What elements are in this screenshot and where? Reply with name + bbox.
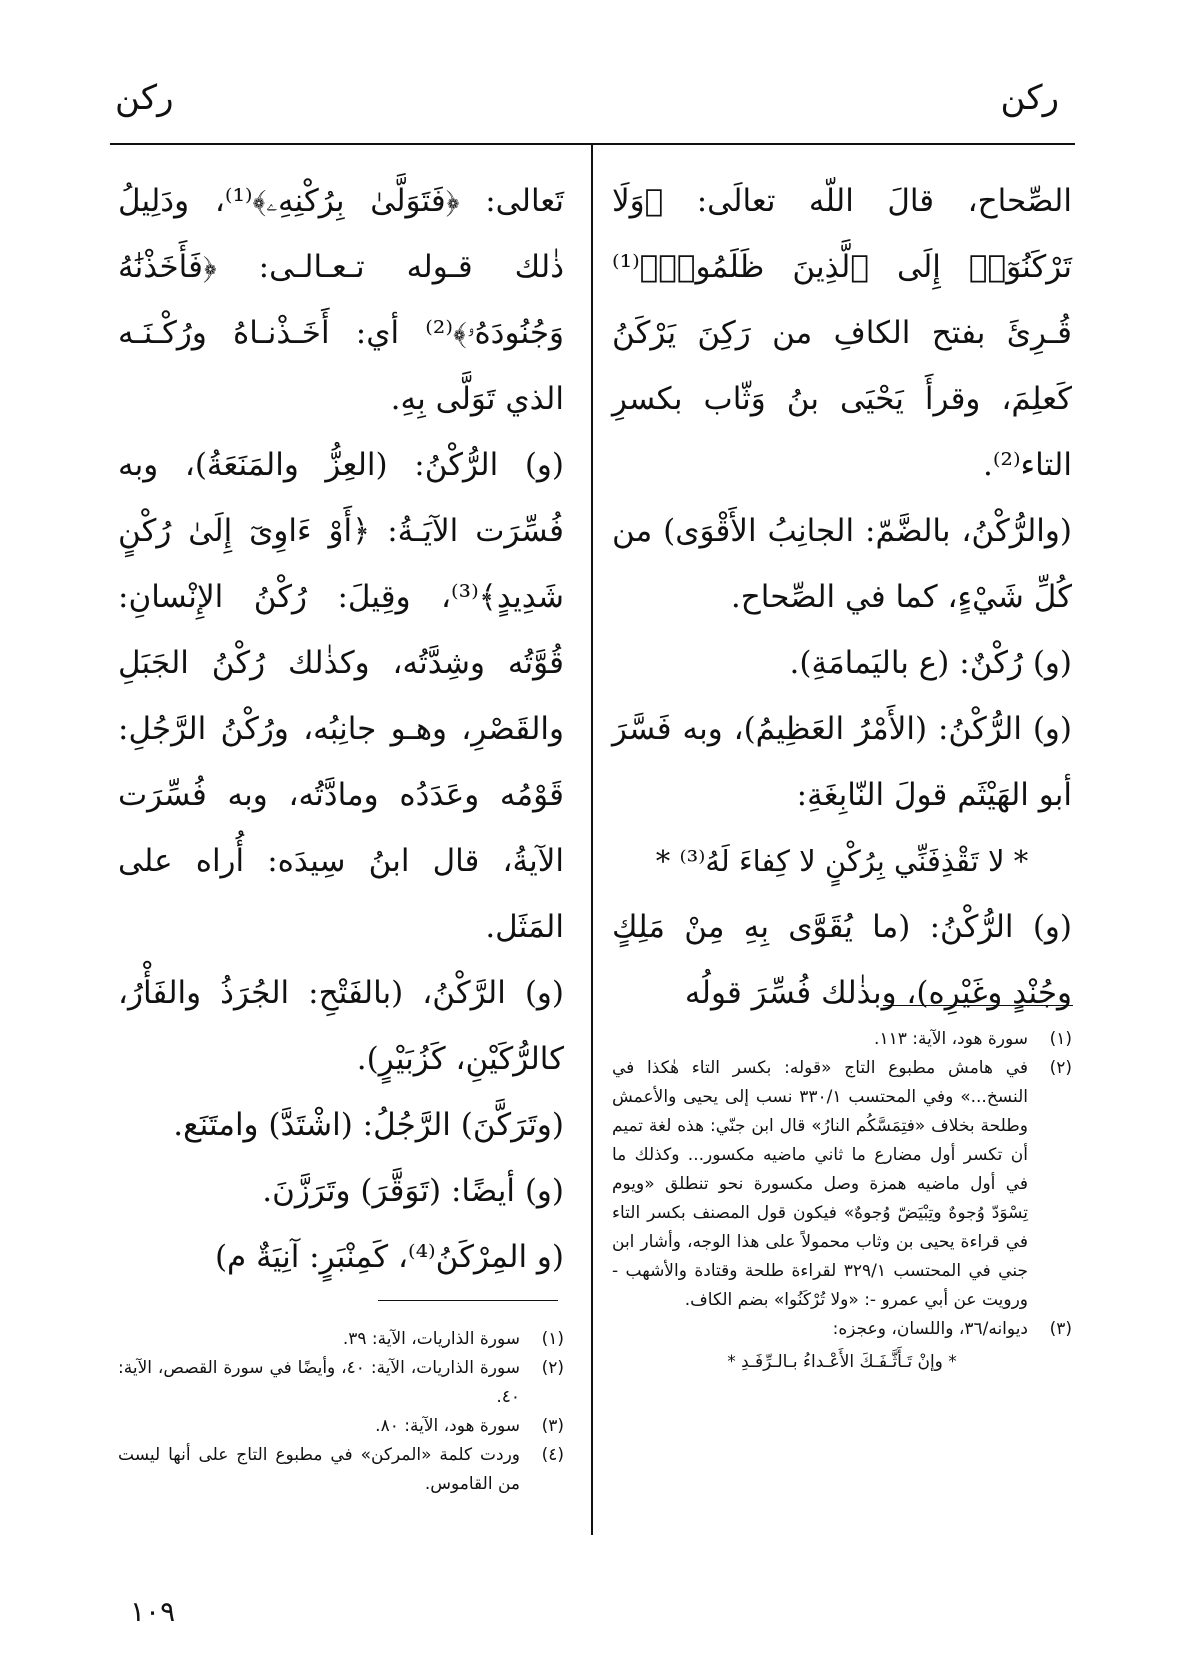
- footnote-text: سورة الذاريات، الآية: ٣٩.: [342, 1329, 520, 1349]
- paragraph: (وتَرَكَّنَ) الرَّجُلُ: (اشْتَدَّ) وامتَنَع.: [173, 1107, 564, 1143]
- footnotes-left: [118, 1325, 564, 1499]
- paragraph: (و) الرُّكْنُ: (الأَمْرُ العَظِيمُ)، وبه فَسَّرَ أبو الهَيْثَم قولَ النّابِغَةِ:: [612, 711, 1072, 813]
- footnote-text: وردت كلمة «المركن» في مطبوع التاج على أنها ليست من القاموس.: [118, 1445, 520, 1494]
- footnote: [612, 1315, 1072, 1344]
- footnote-text: سورة هود، الآية: ٨٠.: [375, 1416, 520, 1436]
- paragraph: (و) رُكْنٌ: (ع باليَمامَةِ).: [789, 645, 1072, 681]
- footnote-number: (٣): [541, 1416, 564, 1436]
- verse-line: * لا تَقْذِفَنِّي بِرُكْنٍ لا كِفاءَ لَهُ⁽³⁾ *: [655, 844, 1029, 878]
- footnote: [118, 1412, 564, 1441]
- footnote: [118, 1325, 564, 1354]
- footnotes-right: [612, 1025, 1072, 1377]
- footnote-text: سورة الذاريات، الآية: ٤٠، وأيضًا في سورة القصص، الآية: ٤٠.: [118, 1358, 520, 1407]
- paragraph: الصِّحاح، قالَ اللّه تعالَى: ﴿وَلَا تَرْكَنُوٓا۟ إِلَى ٱلَّذِينَ ظَلَمُوا۟﴾⁽¹⁾ قُـرِئَ بفتح الكافِ من رَكِنَ يَرْكَنُ كَعلِمَ، وقرأَ يَحْيَى بنُ وَثّاب بكسرِ التاء⁽²⁾.: [612, 183, 1072, 483]
- paragraph: (و) أيضًا: (تَوَقَّرَ) وتَرَزَّنَ.: [262, 1173, 564, 1209]
- footnote-text: في هامش مطبوع التاج «قوله: بكسر التاء هٰكذا في النسخ...» وفي المحتسب ٣٣٠/١ نسب إلى يحيى والأعمش وطلحة بخلاف «فتِمَسَّكُم النارُ» قال ابن جنّي: هذه لغة تميم أن تكسر أول مضارع ما ثاني ماضيه مكسور... وكذلك ما في أول ماضيه همزة وصل مكسورة نحو تنطلق «ويوم تِسْوَدّ وُجوهٌ وتِبْيَضّ وُجوهٌ» فيكون قول المصنف بكسر التاء في قراءة يحيى بن وثاب محمولاً على هذا الوجه، وأشار ابن جني في المحتسب ٣٢٩/١ لقراءة طلحة وقتادة والأشهب - ورويت عن أبي عمرو -: «ولا تُرْكَنُوا» بضم الكاف.: [612, 1058, 1028, 1310]
- running-head-left: ركن: [115, 78, 174, 118]
- left-column: [118, 168, 564, 1290]
- paragraph: (و) الرُّكْنُ: (العِزُّ والمَنَعَةُ)، وبه فُسِّرَت الآيَـةُ: ﴿أَوْ ءَاوِىٓ إِلَىٰ رُكْنٍ شَدِيدٍ﴾⁽³⁾، وقِيلَ: رُكْنُ الإِنْسانِ: قُوَّتُه وشِدَّتُه، وكذٰلك رُكْنُ الجَبَلِ والقَصْرِ، وهـو جانِبُه، ورُكْنُ الرَّجُلِ: قَوْمُه وعَدَدُه ومادَّتُه، وبه فُسِّرَت الآيةُ، قال ابنُ سِيدَه: أُراه على المَثَل.: [118, 447, 564, 945]
- paragraph: (و) الرُّكْنُ: (ما يُقَوَّى بِهِ مِنْ مَلِكٍ وجُنْدٍ وغَيْرِه)، وبذٰلك فُسِّرَ قولُه: [612, 909, 1072, 1011]
- footnote-number: (٤): [541, 1445, 564, 1465]
- footnote-rule-right: [883, 1005, 1073, 1006]
- footnote-rule-left: [378, 1300, 558, 1301]
- paragraph: (و المِرْكَنُ⁽⁴⁾، كَمِنْبَرٍ: آنِيَةٌ م): [214, 1239, 564, 1275]
- column-divider: [591, 145, 593, 1535]
- footnote-text: ديوانه/٣٦، واللسان، وعجزه:: [832, 1319, 1028, 1339]
- footnote-number: (٣): [1049, 1319, 1072, 1339]
- running-head-right: ركن: [1000, 78, 1059, 118]
- footnote-number: (١): [541, 1329, 564, 1349]
- footnote: [118, 1354, 564, 1412]
- right-column: [612, 168, 1072, 1026]
- paragraph: (والرُّكْنُ، بالضَّمّ: الجانِبُ الأَقْوَى) من كُلِّ شَيْءٍ، كما في الصِّحاح.: [612, 513, 1072, 615]
- footnote-text: سورة هود، الآية: ١١٣.: [874, 1029, 1028, 1049]
- footnote-number: (١): [1049, 1029, 1072, 1049]
- footnote: [118, 1441, 564, 1499]
- page-number: ١٠٩: [130, 1595, 176, 1628]
- paragraph: تَعالى: ﴿فَتَوَلَّىٰ بِرُكْنِهِۦ﴾⁽¹⁾، ودَلِيلُ ذٰلك قـوله تـعـالـى: ﴿فَأَخَذْنَٰهُ وَجُنُودَهُۥ﴾⁽²⁾ أي: أَخَـذْنـاهُ ورُكْـنَـه الذي تَوَلَّى بِهِ.: [118, 183, 564, 417]
- footnote: [612, 1054, 1072, 1315]
- footnote-verse: * وإنْ تَـأَثَّـفَـكَ الأَعْـداءُ بـالـرِّفَـدِ *: [727, 1352, 957, 1372]
- footnote: [612, 1025, 1072, 1054]
- paragraph: (و) الرَّكْنُ، (بالفَتْحِ: الجُرَذُ والفَأْرُ، كالرُّكَيْنِ، كَزُبَيْرٍ).: [118, 975, 564, 1077]
- footnote-number: (٢): [541, 1358, 564, 1378]
- footnote-number: (٢): [1049, 1058, 1072, 1078]
